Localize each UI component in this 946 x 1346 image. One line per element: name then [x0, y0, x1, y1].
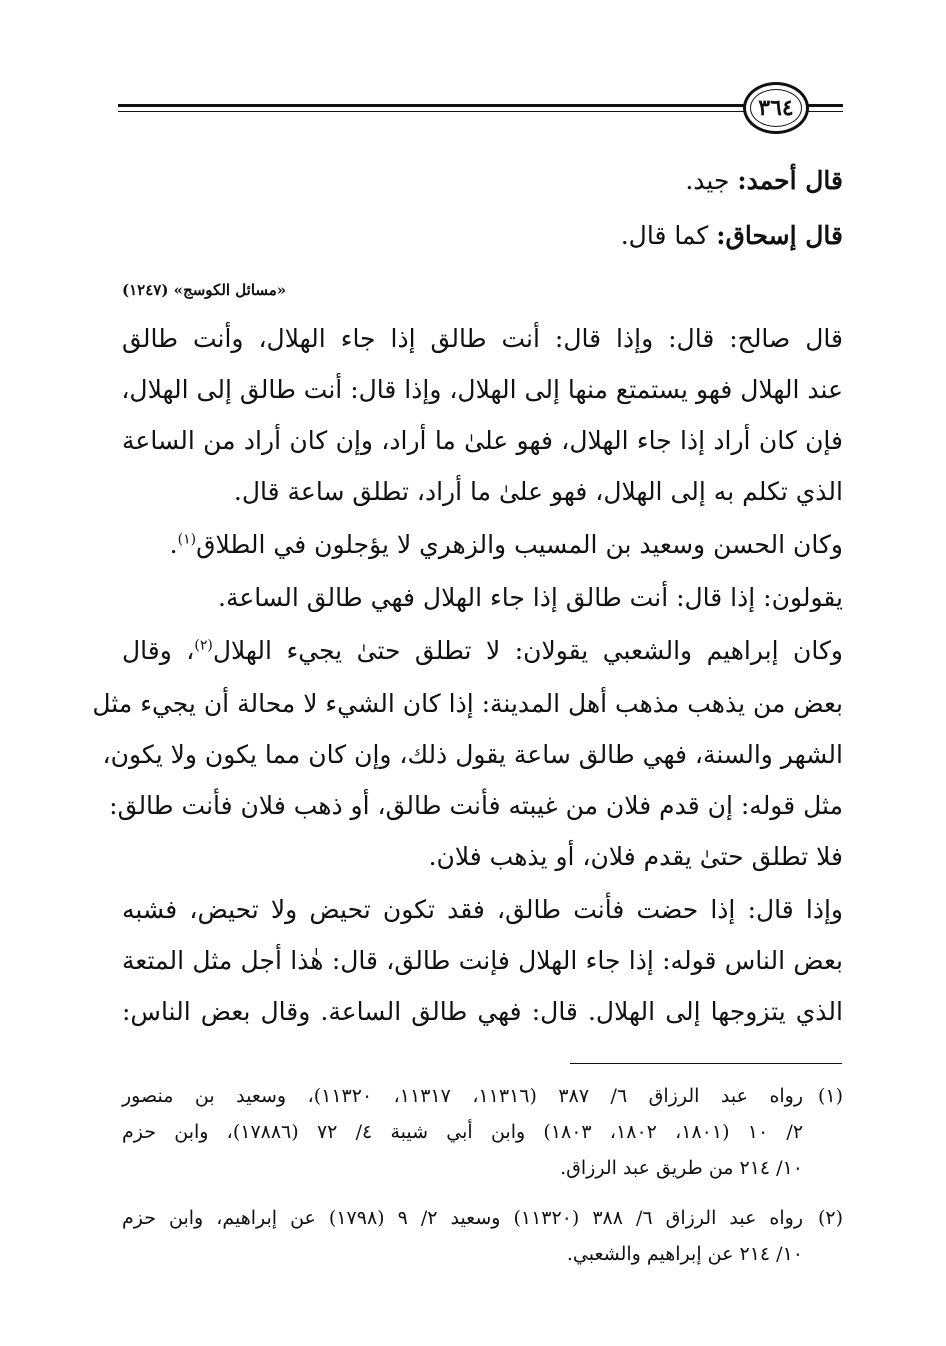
body-line-5: وكان الحسن وسعيد بن المسيب والزهري لا يؤجلون في الطلاق$^{(١)}$.: [169, 530, 843, 559]
footnote-1-line-2: ٢/ ١٠ (١٨٠١، ١٨٠٢، ١٨٠٣) وابن أبي شيبة ٤/ ٧٢ (١٧٨٨٦)، وابن حزم: [122, 1121, 804, 1143]
body-line-12: وإذا قال: إذا حضت فأنت طالق، فقد تكون تحيض ولا تحيض، فشبه: [122, 895, 843, 924]
body-line-9: الشهر والسنة، فهي طالق ساعة يقول ذلك، وإن كان مما يكون ولا يكون،: [102, 740, 843, 769]
footnote-1-text-1: رواه عبد الرزاق ٦/ ٣٨٧ (١١٣١٦، ١١٣١٧، ١١٣٢٠)، وسعيد بن منصور: [122, 1085, 804, 1107]
body-line-14: الذي يتزوجها إلى الهلال. قال: فهي طالق الساعة. وقال بعض الناس:: [122, 997, 843, 1026]
body-line-6: يقولون: إذا قال: أنت طالق إذا جاء الهلال فهي طالق الساعة.: [218, 583, 843, 612]
body-line-7-tail: ، وقال: [122, 636, 195, 665]
header-rule-thin: [118, 111, 748, 112]
ishaq-answer: كما قال.: [620, 221, 717, 250]
speaker-ishaq: قال إسحاق:: [716, 221, 843, 250]
footnote-marker-2: (٢): [194, 637, 213, 654]
footnote-1-number: (١): [817, 1085, 844, 1107]
body-line-7: [122, 634, 843, 668]
qa-line-ishaq: [621, 219, 843, 253]
footnote-separator: [570, 1063, 842, 1064]
footnote-1-line-3: ١٠/ ٢١٤ من طريق عبد الرزاق.: [560, 1157, 803, 1179]
body-line-10: مثل قوله: إن قدم فلان من غيبته فأنت طالق، أو ذهب فلان فأنت طالق:: [109, 791, 843, 820]
footnote-1-line-1: [122, 1082, 843, 1110]
source-reference: «مسائل الكوسج» (١٢٤٧): [122, 281, 287, 299]
header-rule-right: [808, 104, 843, 107]
body-line-4: الذي تكلم به إلى الهلال، فهو علىٰ ما أراد، تطلق ساعة قال.: [233, 477, 843, 506]
body-line-2: عند الهلال فهو يستمتع منها إلى الهلال، وإذا قال: أنت طالق إلى الهلال،: [121, 375, 843, 404]
qa-line-ahmad: [685, 164, 843, 198]
footnote-2-line-1: [122, 1204, 843, 1232]
footnote-2-text-1: رواه عبد الرزاق ٦/ ٣٨٨ (١١٣٢٠) وسعيد ٢/ ٩ (١٧٩٨) عن إبراهيم، وابن حزم: [122, 1207, 804, 1229]
page-header: [118, 78, 843, 138]
body-line-5-text: وكان الحسن وسعيد بن المسيب والزهري لا يؤجلون في الطلاق: [196, 530, 843, 559]
footnote-marker-1: (١): [177, 531, 197, 548]
footnote-2-number: (٢): [817, 1207, 844, 1229]
ahmad-answer: جيد.: [685, 166, 738, 195]
body-line-3: فإن كان أراد إذا جاء الهلال، فهو علىٰ ما أراد، وإن كان أراد من الساعة: [122, 426, 843, 455]
speaker-ahmad: قال أحمد:: [737, 166, 843, 195]
header-rule-right-thin: [808, 111, 843, 112]
body-line-13: بعض الناس قوله: إذا جاء الهلال فإنت طالق، قال: هٰذا أجل مثل المتعة: [122, 946, 843, 975]
body-line-8: بعض من يذهب مذهب أهل المدينة: إذا كان الشيء لا محالة أن يجيء مثل: [92, 689, 843, 718]
body-line-11: فلا تطلق حتىٰ يقدم فلان، أو يذهب فلان.: [428, 842, 843, 871]
page-number-ornament: [743, 82, 809, 134]
page-number: ٣٦٤: [758, 95, 794, 121]
header-rule: [118, 104, 748, 107]
body-line-1: قال صالح: قال: وإذا قال: أنت طالق إذا جاء الهلال، وأنت طالق: [122, 324, 843, 353]
body-line-7-text: وكان إبراهيم والشعبي يقولان: لا تطلق حتىٰ يجيء الهلال: [212, 636, 843, 665]
footnote-2-line-2: ١٠/ ٢١٤ عن إبراهيم والشعبي.: [566, 1243, 803, 1265]
